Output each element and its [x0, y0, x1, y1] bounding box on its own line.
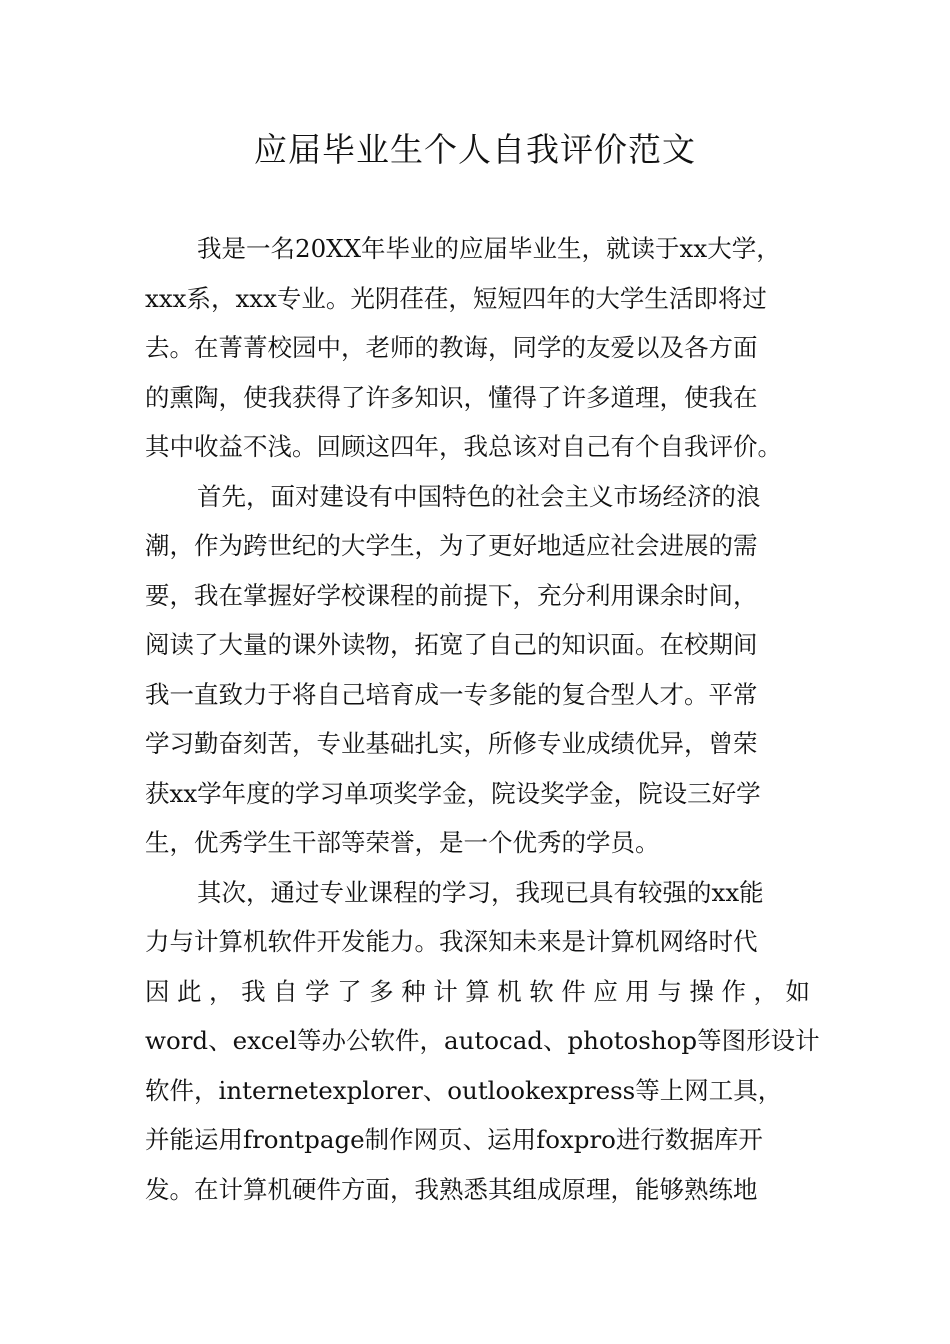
paragraph-3-line-7: 发。在计算机硬件方面，我熟悉其组成原理，能够熟练地	[145, 1174, 758, 1204]
paragraph-1-line-3: 去。在菁菁校园中，老师的教诲，同学的友爱以及各方面	[145, 333, 758, 362]
paragraph-3-line-3: 因此，我自学了多种计算机软件应用与操作，如	[145, 976, 810, 1006]
paragraph-2-line-8: 生，优秀学生干部等荣誉，是一个优秀的学员。	[145, 828, 660, 857]
paragraph-1-line-5: 其中收益不浅。回顾这四年，我总该对自己有个自我评价。	[145, 432, 782, 461]
document-body	[145, 224, 820, 1214]
paragraph-3-line-5: 软件，internetexplorer、outlookexpress等上网工具，	[145, 1075, 783, 1105]
paragraph-2-line-6: 学习勤奋刻苦，专业基础扎实，所修专业成绩优异，曾荣	[145, 729, 758, 758]
paragraph-2-line-1: 首先，面对建设有中国特色的社会主义市场经济的浪	[197, 481, 761, 511]
paragraph-2-line-2: 潮，作为跨世纪的大学生，为了更好地适应社会进展的需	[145, 531, 758, 560]
paragraph-1-line-2: xxx系，xxx专业。光阴荏荏，短短四年的大学生活即将过	[145, 283, 767, 313]
paragraph-2-line-7: 获xx学年度的学习单项奖学金，院设奖学金，院设三好学	[145, 778, 761, 808]
paragraph-1-line-4: 的熏陶，使我获得了许多知识，懂得了许多道理，使我在	[145, 382, 758, 412]
paragraph-1-line-1: 我是一名20XX年毕业的应届毕业生，就读于xx大学，	[197, 234, 781, 263]
paragraph-3-line-4: word、excel等办公软件，autocad、photoshop等图形设计	[145, 1026, 820, 1055]
paragraph-3-line-2: 力与计算机软件开发能力。我深知未来是计算机网络时代	[145, 927, 758, 956]
paragraph-2-line-3: 要，我在掌握好学校课程的前提下，充分利用课余时间，	[145, 580, 758, 610]
paragraph-2-line-5: 我一直致力于将自己培育成一专多能的复合型人才。平常	[145, 679, 758, 709]
paragraph-2-line-4: 阅读了大量的课外读物，拓宽了自己的知识面。在校期间	[145, 630, 758, 659]
document-title: 应届毕业生个人自我评价范文	[254, 130, 696, 169]
paragraph-3-line-1: 其次，通过专业课程的学习，我现已具有较强的xx能	[197, 877, 764, 907]
paragraph-3-line-6: 并能运用frontpage制作网页、运用foxpro进行数据库开	[145, 1125, 763, 1154]
